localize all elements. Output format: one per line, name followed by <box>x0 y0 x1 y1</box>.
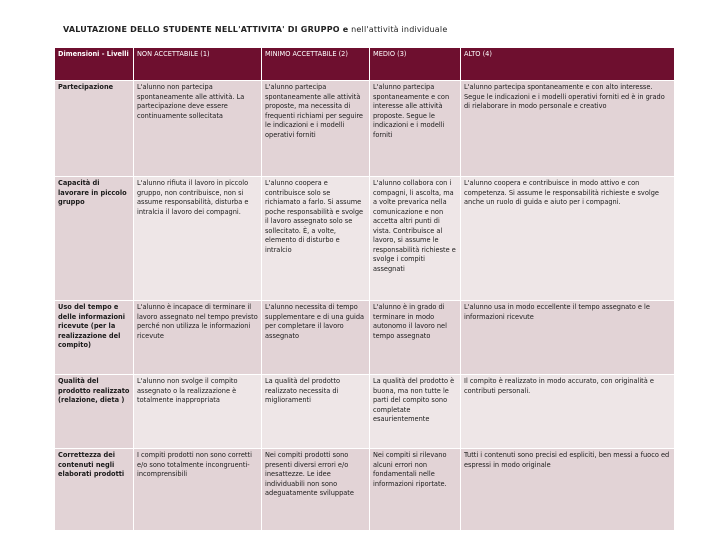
rubric-cell: Nei compiti prodotti sono presenti diversi errori e/o inesattezze. Le idee individuabili non sono adeguatamente sviluppate <box>262 449 370 531</box>
page-title-rest: nell'attività individuale <box>351 25 448 34</box>
table-row <box>55 177 675 301</box>
header-level-2: MINIMO ACCETTABILE (2) <box>262 48 370 81</box>
table-row <box>55 449 675 531</box>
rubric-cell: L'alunno necessita di tempo supplementare e di una guida per completare il lavoro assegnato <box>262 301 370 375</box>
header-dimensions-levels: Dimensioni - Livelli <box>55 48 134 81</box>
page-title <box>63 25 447 34</box>
table-row <box>55 301 675 375</box>
rubric-cell: L'alunno non partecipa spontaneamente alle attività. La partecipazione deve essere continuamente sollecitata <box>134 81 262 177</box>
page-title-caps: VALUTAZIONE DELLO STUDENTE NELL'ATTIVITA' DI GRUPPO e <box>63 25 349 34</box>
rubric-cell: La qualità del prodotto realizzato necessita di miglioramenti <box>262 375 370 449</box>
header-level-1: NON ACCETTABILE (1) <box>134 48 262 81</box>
rubric-cell: L'alunno non svolge il compito assegnato o la realizzazione è totalmente inappropriata <box>134 375 262 449</box>
table-row <box>55 81 675 177</box>
rubric-cell: La qualità del prodotto è buona, ma non tutte le parti del compito sono completate esaurientemente <box>370 375 461 449</box>
rubric-cell: L'alunno partecipa spontaneamente alle attività proposte, ma necessita di frequenti richiami per seguire le indicazioni e i modelli operativi forniti <box>262 81 370 177</box>
table-row <box>55 375 675 449</box>
dimension-label: Qualità del prodotto realizzato (relazione, dieta ) <box>55 375 134 449</box>
rubric-cell: L'alunno collabora con i compagni, li ascolta, ma a volte prevarica nella comunicazione e non accetta altri punti di vista. Contribuisce al lavoro, si assume le responsabilità richieste e svolge i compiti assegnati <box>370 177 461 301</box>
rubric-cell: L'alunno è incapace di terminare il lavoro assegnato nel tempo previsto perché non utilizza le informazioni ricevute <box>134 301 262 375</box>
dimension-label: Uso del tempo e delle informazioni ricevute (per la realizzazione del compito) <box>55 301 134 375</box>
header-level-3: MEDIO (3) <box>370 48 461 81</box>
header-level-4: ALTO (4) <box>461 48 675 81</box>
table-header-row <box>55 48 675 81</box>
rubric-cell: L'alunno usa in modo eccellente il tempo assegnato e le informazioni ricevute <box>461 301 675 375</box>
rubric-cell: Il compito è realizzato in modo accurato, con originalità e contributi personali. <box>461 375 675 449</box>
dimension-label: Partecipazione <box>55 81 134 177</box>
rubric-cell: L'alunno partecipa spontaneamente e con alto interesse. Segue le indicazioni e i modelli operativi forniti ed è in grado di rielaborare in modo personale e creativo <box>461 81 675 177</box>
rubric-cell: L'alunno partecipa spontaneamente e con interesse alle attività proposte. Segue le indicazioni e i modelli forniti <box>370 81 461 177</box>
rubric-cell: L'alunno coopera e contribuisce in modo attivo e con competenza. Si assume le responsabilità richieste e svolge anche un ruolo di guida e aiuto per i compagni. <box>461 177 675 301</box>
rubric-cell: L'alunno rifiuta il lavoro in piccolo gruppo, non contribuisce, non si assume responsabilità, disturba e intralcia il lavoro dei compagni. <box>134 177 262 301</box>
evaluation-rubric-table <box>54 47 675 531</box>
rubric-cell: L'alunno coopera e contribuisce solo se richiamato a farlo. Si assume poche responsabilità e svolge il lavoro assegnato solo se sollecitato. È, a volte, elemento di disturbo e intralcio <box>262 177 370 301</box>
rubric-cell: Nei compiti si rilevano alcuni errori non fondamentali nelle informazioni riportate. <box>370 449 461 531</box>
rubric-cell: Tutti i contenuti sono precisi ed espliciti, ben messi a fuoco ed espressi in modo originale <box>461 449 675 531</box>
dimension-label: Capacità di lavorare in piccolo gruppo <box>55 177 134 301</box>
rubric-cell: I compiti prodotti non sono corretti e/o sono totalmente incongruenti-incomprensibili <box>134 449 262 531</box>
dimension-label: Correttezza dei contenuti negli elaborati prodotti <box>55 449 134 531</box>
rubric-cell: L'alunno è in grado di terminare in modo autonomo il lavoro nel tempo assegnato <box>370 301 461 375</box>
